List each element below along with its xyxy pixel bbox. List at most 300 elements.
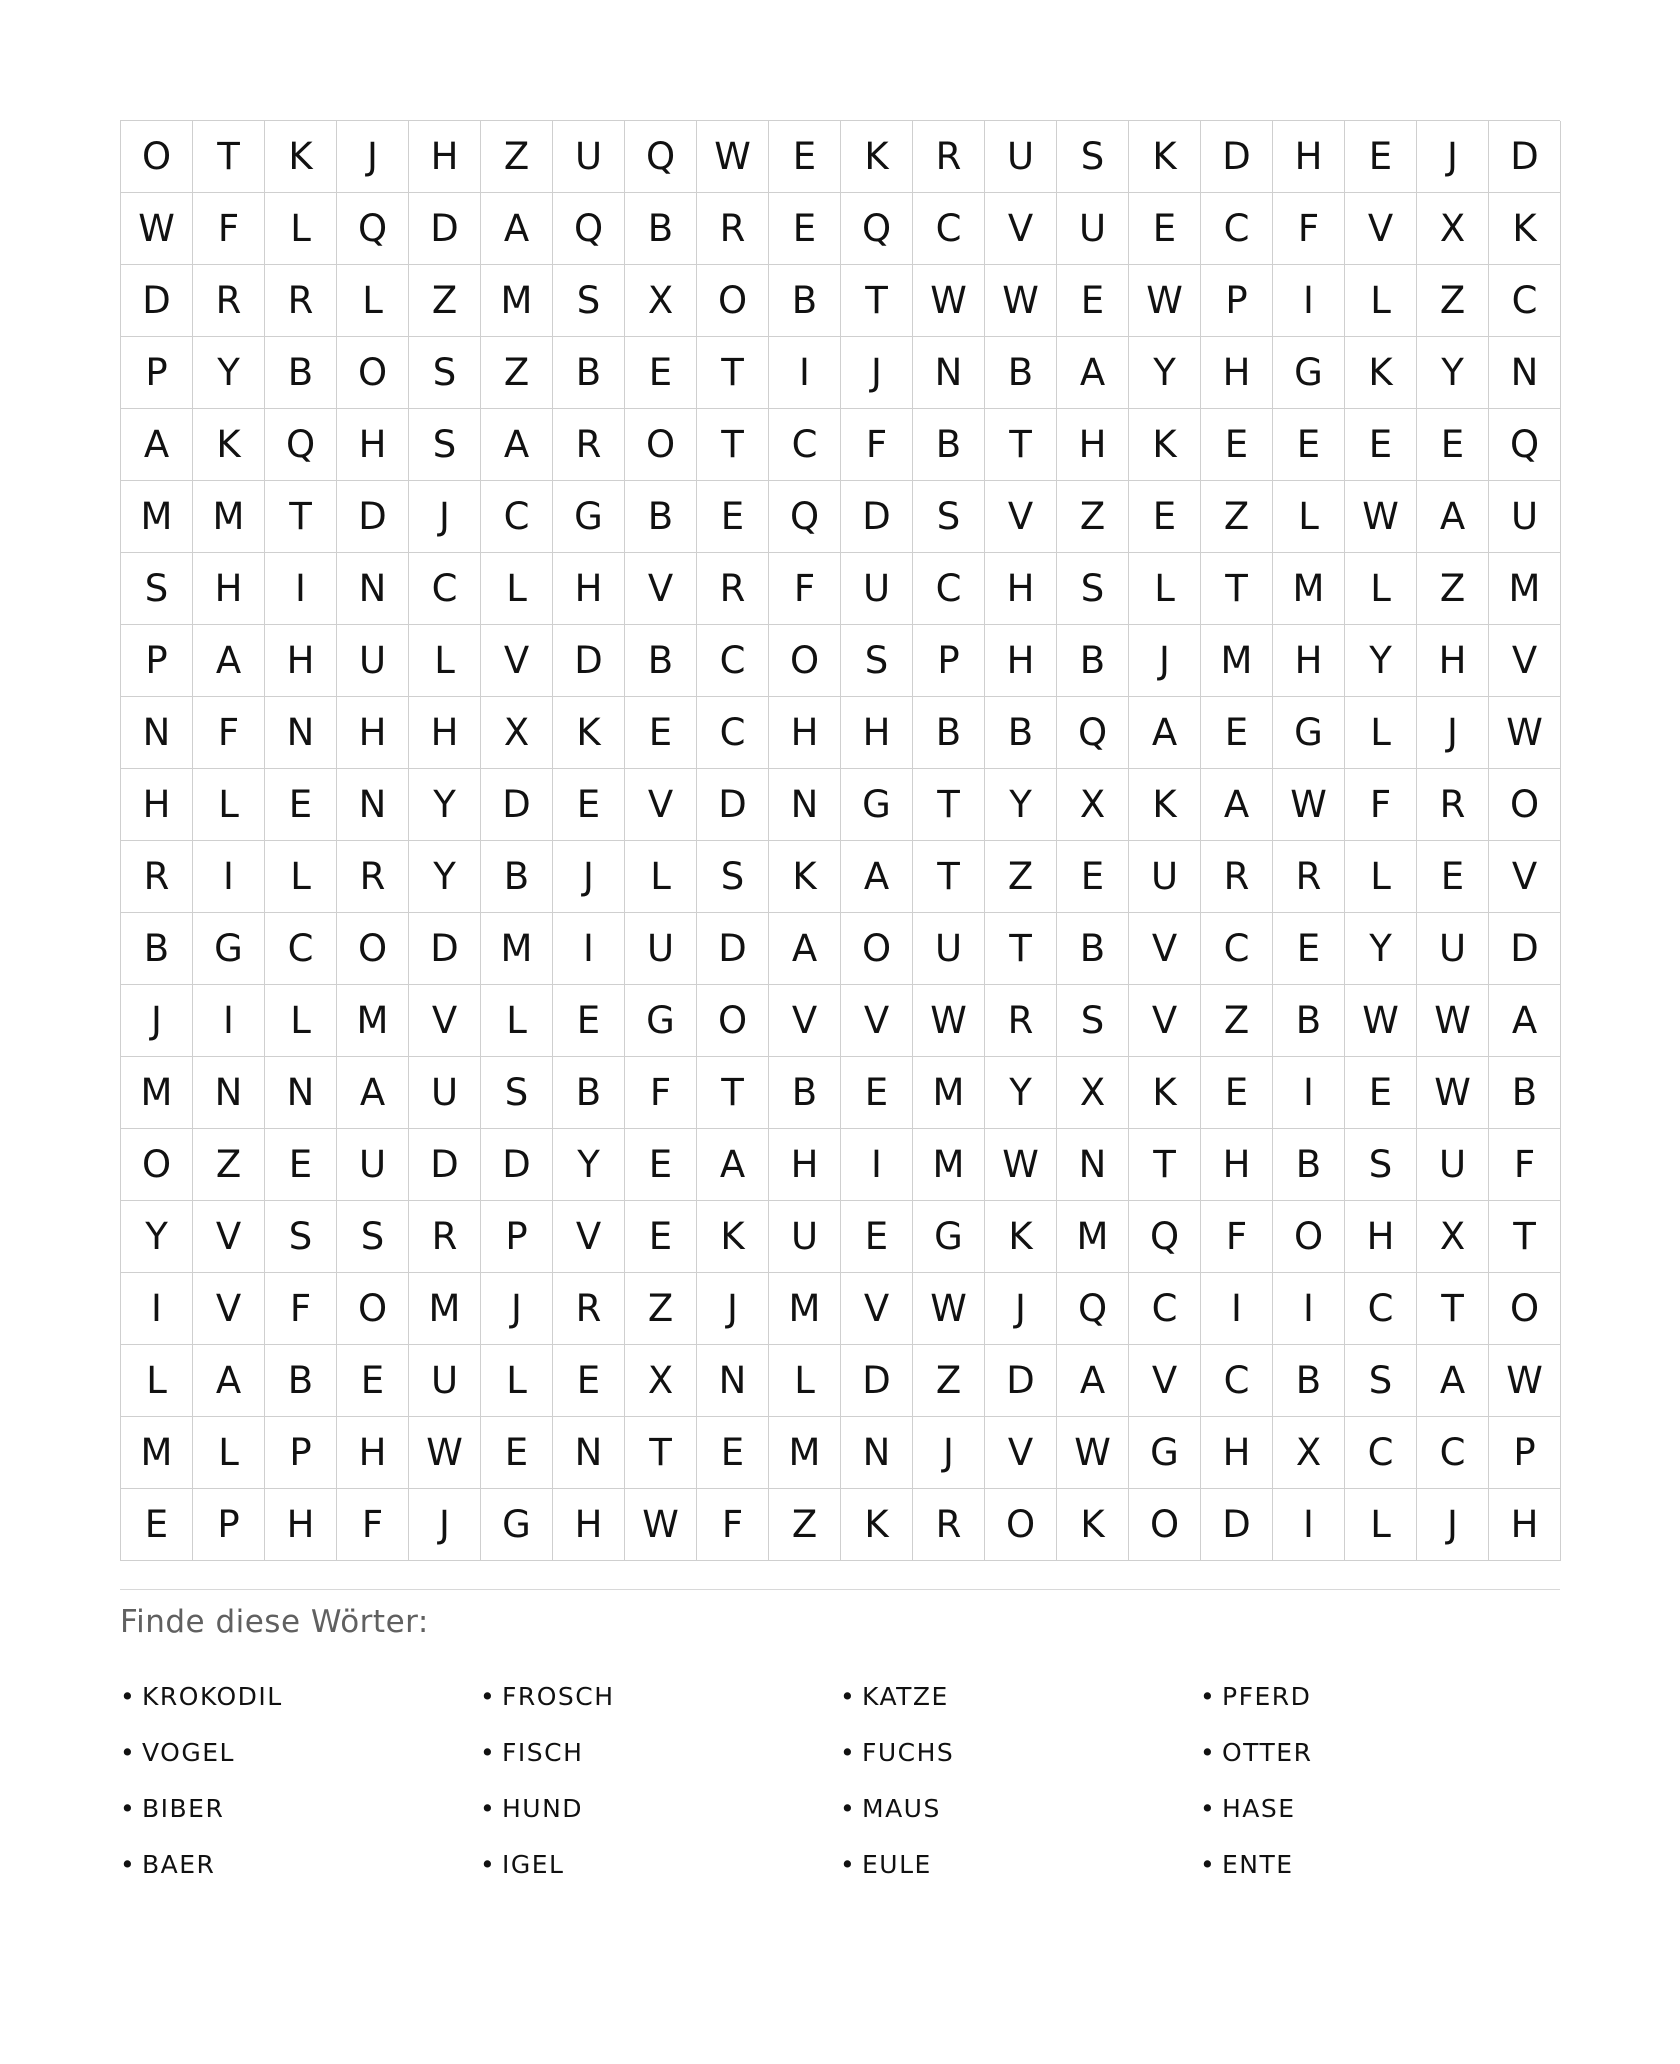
grid-cell[interactable]: A: [1417, 1345, 1489, 1417]
grid-cell[interactable]: I: [265, 553, 337, 625]
grid-cell[interactable]: U: [1129, 841, 1201, 913]
grid-cell[interactable]: R: [1417, 769, 1489, 841]
grid-cell[interactable]: T: [625, 1417, 697, 1489]
grid-cell[interactable]: E: [769, 121, 841, 193]
grid-cell[interactable]: S: [1345, 1129, 1417, 1201]
grid-cell[interactable]: D: [1201, 1489, 1273, 1561]
grid-cell[interactable]: N: [841, 1417, 913, 1489]
grid-cell[interactable]: D: [481, 1129, 553, 1201]
grid-cell[interactable]: C: [1129, 1273, 1201, 1345]
grid-cell[interactable]: U: [337, 1129, 409, 1201]
grid-cell[interactable]: B: [265, 337, 337, 409]
grid-cell[interactable]: L: [193, 1417, 265, 1489]
grid-cell[interactable]: X: [1273, 1417, 1345, 1489]
grid-cell[interactable]: E: [1345, 1057, 1417, 1129]
grid-cell[interactable]: Q: [1057, 697, 1129, 769]
grid-cell[interactable]: B: [625, 193, 697, 265]
grid-cell[interactable]: V: [1129, 913, 1201, 985]
grid-cell[interactable]: E: [1417, 409, 1489, 481]
grid-cell[interactable]: H: [1201, 1129, 1273, 1201]
grid-cell[interactable]: S: [265, 1201, 337, 1273]
grid-cell[interactable]: K: [1345, 337, 1417, 409]
grid-cell[interactable]: D: [409, 193, 481, 265]
grid-cell[interactable]: R: [265, 265, 337, 337]
grid-cell[interactable]: A: [337, 1057, 409, 1129]
grid-cell[interactable]: J: [337, 121, 409, 193]
grid-cell[interactable]: H: [985, 625, 1057, 697]
grid-cell[interactable]: N: [265, 697, 337, 769]
grid-cell[interactable]: H: [769, 697, 841, 769]
grid-cell[interactable]: Y: [985, 769, 1057, 841]
grid-cell[interactable]: W: [1417, 1057, 1489, 1129]
grid-cell[interactable]: L: [1345, 553, 1417, 625]
grid-cell[interactable]: W: [1057, 1417, 1129, 1489]
grid-cell[interactable]: H: [121, 769, 193, 841]
grid-cell[interactable]: O: [625, 409, 697, 481]
grid-cell[interactable]: X: [625, 265, 697, 337]
grid-cell[interactable]: A: [1129, 697, 1201, 769]
grid-cell[interactable]: B: [1273, 1129, 1345, 1201]
grid-cell[interactable]: V: [769, 985, 841, 1057]
grid-cell[interactable]: R: [985, 985, 1057, 1057]
grid-cell[interactable]: L: [481, 985, 553, 1057]
grid-cell[interactable]: A: [841, 841, 913, 913]
grid-cell[interactable]: X: [625, 1345, 697, 1417]
grid-cell[interactable]: W: [913, 1273, 985, 1345]
grid-cell[interactable]: A: [481, 409, 553, 481]
grid-cell[interactable]: G: [1273, 337, 1345, 409]
grid-cell[interactable]: T: [697, 1057, 769, 1129]
grid-cell[interactable]: J: [553, 841, 625, 913]
grid-cell[interactable]: L: [337, 265, 409, 337]
grid-cell[interactable]: R: [913, 121, 985, 193]
grid-cell[interactable]: Z: [769, 1489, 841, 1561]
grid-cell[interactable]: E: [1129, 481, 1201, 553]
grid-cell[interactable]: W: [1345, 985, 1417, 1057]
grid-cell[interactable]: A: [121, 409, 193, 481]
grid-cell[interactable]: E: [625, 337, 697, 409]
grid-cell[interactable]: Q: [625, 121, 697, 193]
grid-cell[interactable]: Z: [1417, 265, 1489, 337]
grid-cell[interactable]: Y: [1417, 337, 1489, 409]
grid-cell[interactable]: L: [1129, 553, 1201, 625]
grid-cell[interactable]: K: [769, 841, 841, 913]
grid-cell[interactable]: U: [409, 1057, 481, 1129]
letter-grid[interactable]: [120, 120, 1560, 1561]
grid-cell[interactable]: N: [553, 1417, 625, 1489]
grid-cell[interactable]: Y: [985, 1057, 1057, 1129]
grid-cell[interactable]: V: [985, 481, 1057, 553]
grid-cell[interactable]: X: [1417, 193, 1489, 265]
grid-cell[interactable]: D: [409, 1129, 481, 1201]
grid-cell[interactable]: Q: [337, 193, 409, 265]
grid-cell[interactable]: U: [553, 121, 625, 193]
grid-cell[interactable]: W: [409, 1417, 481, 1489]
grid-cell[interactable]: H: [1345, 1201, 1417, 1273]
grid-cell[interactable]: U: [913, 913, 985, 985]
grid-cell[interactable]: J: [1417, 1489, 1489, 1561]
grid-cell[interactable]: V: [193, 1201, 265, 1273]
grid-cell[interactable]: O: [337, 913, 409, 985]
grid-cell[interactable]: R: [913, 1489, 985, 1561]
grid-cell[interactable]: M: [121, 481, 193, 553]
grid-cell[interactable]: T: [985, 913, 1057, 985]
grid-cell[interactable]: M: [1489, 553, 1561, 625]
grid-cell[interactable]: T: [841, 265, 913, 337]
grid-cell[interactable]: R: [409, 1201, 481, 1273]
grid-cell[interactable]: G: [481, 1489, 553, 1561]
grid-cell[interactable]: J: [481, 1273, 553, 1345]
grid-cell[interactable]: V: [1129, 1345, 1201, 1417]
grid-cell[interactable]: T: [1417, 1273, 1489, 1345]
grid-cell[interactable]: H: [337, 697, 409, 769]
grid-cell[interactable]: F: [1201, 1201, 1273, 1273]
grid-cell[interactable]: H: [1489, 1489, 1561, 1561]
grid-cell[interactable]: G: [1129, 1417, 1201, 1489]
grid-cell[interactable]: E: [1273, 913, 1345, 985]
grid-cell[interactable]: D: [985, 1345, 1057, 1417]
grid-cell[interactable]: H: [1273, 121, 1345, 193]
grid-cell[interactable]: M: [1057, 1201, 1129, 1273]
grid-cell[interactable]: T: [1201, 553, 1273, 625]
grid-cell[interactable]: O: [1489, 1273, 1561, 1345]
grid-cell[interactable]: L: [769, 1345, 841, 1417]
grid-cell[interactable]: U: [409, 1345, 481, 1417]
grid-cell[interactable]: S: [1057, 985, 1129, 1057]
grid-cell[interactable]: C: [1345, 1273, 1417, 1345]
grid-cell[interactable]: E: [553, 1345, 625, 1417]
grid-cell[interactable]: U: [1417, 913, 1489, 985]
grid-cell[interactable]: K: [1489, 193, 1561, 265]
grid-cell[interactable]: T: [1489, 1201, 1561, 1273]
grid-cell[interactable]: E: [265, 1129, 337, 1201]
grid-cell[interactable]: K: [697, 1201, 769, 1273]
grid-cell[interactable]: Y: [553, 1129, 625, 1201]
grid-cell[interactable]: J: [841, 337, 913, 409]
grid-cell[interactable]: K: [1129, 1057, 1201, 1129]
grid-cell[interactable]: F: [193, 697, 265, 769]
grid-cell[interactable]: F: [265, 1273, 337, 1345]
grid-cell[interactable]: X: [1417, 1201, 1489, 1273]
grid-cell[interactable]: H: [1057, 409, 1129, 481]
grid-cell[interactable]: V: [1489, 841, 1561, 913]
grid-cell[interactable]: R: [553, 409, 625, 481]
grid-cell[interactable]: F: [769, 553, 841, 625]
grid-cell[interactable]: U: [1489, 481, 1561, 553]
grid-cell[interactable]: K: [193, 409, 265, 481]
grid-cell[interactable]: J: [985, 1273, 1057, 1345]
grid-cell[interactable]: N: [697, 1345, 769, 1417]
grid-cell[interactable]: M: [913, 1057, 985, 1129]
grid-cell[interactable]: J: [121, 985, 193, 1057]
grid-cell[interactable]: A: [481, 193, 553, 265]
grid-cell[interactable]: B: [265, 1345, 337, 1417]
grid-cell[interactable]: T: [1129, 1129, 1201, 1201]
grid-cell[interactable]: G: [1273, 697, 1345, 769]
grid-cell[interactable]: V: [1489, 625, 1561, 697]
grid-cell[interactable]: Z: [1417, 553, 1489, 625]
grid-cell[interactable]: E: [1345, 121, 1417, 193]
grid-cell[interactable]: V: [841, 985, 913, 1057]
grid-cell[interactable]: B: [121, 913, 193, 985]
grid-cell[interactable]: S: [1345, 1345, 1417, 1417]
grid-cell[interactable]: R: [1273, 841, 1345, 913]
grid-cell[interactable]: B: [553, 337, 625, 409]
grid-cell[interactable]: U: [1417, 1129, 1489, 1201]
grid-cell[interactable]: A: [1057, 337, 1129, 409]
grid-cell[interactable]: I: [769, 337, 841, 409]
grid-cell[interactable]: E: [1057, 841, 1129, 913]
grid-cell[interactable]: Y: [409, 769, 481, 841]
grid-cell[interactable]: L: [1345, 265, 1417, 337]
grid-cell[interactable]: E: [337, 1345, 409, 1417]
grid-cell[interactable]: H: [841, 697, 913, 769]
grid-cell[interactable]: B: [913, 697, 985, 769]
grid-cell[interactable]: E: [553, 985, 625, 1057]
grid-cell[interactable]: B: [913, 409, 985, 481]
grid-cell[interactable]: D: [841, 1345, 913, 1417]
grid-cell[interactable]: Q: [769, 481, 841, 553]
grid-cell[interactable]: C: [409, 553, 481, 625]
grid-cell[interactable]: J: [1417, 121, 1489, 193]
grid-cell[interactable]: L: [481, 553, 553, 625]
grid-cell[interactable]: Z: [481, 337, 553, 409]
grid-cell[interactable]: N: [1057, 1129, 1129, 1201]
grid-cell[interactable]: B: [625, 625, 697, 697]
grid-cell[interactable]: E: [1201, 697, 1273, 769]
grid-cell[interactable]: I: [193, 985, 265, 1057]
grid-cell[interactable]: E: [1057, 265, 1129, 337]
grid-cell[interactable]: J: [409, 1489, 481, 1561]
grid-cell[interactable]: A: [193, 1345, 265, 1417]
grid-cell[interactable]: C: [1201, 913, 1273, 985]
grid-cell[interactable]: C: [1201, 1345, 1273, 1417]
grid-cell[interactable]: H: [769, 1129, 841, 1201]
grid-cell[interactable]: E: [1417, 841, 1489, 913]
grid-cell[interactable]: L: [409, 625, 481, 697]
grid-cell[interactable]: Y: [1345, 913, 1417, 985]
grid-cell[interactable]: S: [409, 337, 481, 409]
grid-cell[interactable]: C: [1345, 1417, 1417, 1489]
grid-cell[interactable]: H: [1417, 625, 1489, 697]
grid-cell[interactable]: Q: [841, 193, 913, 265]
grid-cell[interactable]: L: [625, 841, 697, 913]
grid-cell[interactable]: C: [697, 697, 769, 769]
grid-cell[interactable]: J: [913, 1417, 985, 1489]
grid-cell[interactable]: H: [265, 1489, 337, 1561]
grid-cell[interactable]: S: [1057, 121, 1129, 193]
grid-cell[interactable]: H: [1201, 337, 1273, 409]
grid-cell[interactable]: I: [193, 841, 265, 913]
grid-cell[interactable]: L: [1345, 841, 1417, 913]
grid-cell[interactable]: E: [841, 1201, 913, 1273]
grid-cell[interactable]: H: [265, 625, 337, 697]
grid-cell[interactable]: N: [337, 553, 409, 625]
grid-cell[interactable]: S: [553, 265, 625, 337]
grid-cell[interactable]: Y: [121, 1201, 193, 1273]
grid-cell[interactable]: I: [1201, 1273, 1273, 1345]
grid-cell[interactable]: D: [697, 913, 769, 985]
grid-cell[interactable]: L: [1345, 697, 1417, 769]
grid-cell[interactable]: S: [841, 625, 913, 697]
grid-cell[interactable]: H: [553, 553, 625, 625]
grid-cell[interactable]: E: [769, 193, 841, 265]
grid-cell[interactable]: G: [193, 913, 265, 985]
grid-cell[interactable]: E: [1201, 409, 1273, 481]
grid-cell[interactable]: Y: [1345, 625, 1417, 697]
grid-cell[interactable]: E: [1345, 409, 1417, 481]
grid-cell[interactable]: D: [553, 625, 625, 697]
grid-cell[interactable]: E: [697, 1417, 769, 1489]
grid-cell[interactable]: Z: [409, 265, 481, 337]
grid-cell[interactable]: A: [1201, 769, 1273, 841]
grid-cell[interactable]: N: [337, 769, 409, 841]
grid-cell[interactable]: Q: [265, 409, 337, 481]
grid-cell[interactable]: B: [985, 337, 1057, 409]
grid-cell[interactable]: Y: [1129, 337, 1201, 409]
grid-cell[interactable]: V: [481, 625, 553, 697]
grid-cell[interactable]: R: [337, 841, 409, 913]
grid-cell[interactable]: M: [481, 265, 553, 337]
grid-cell[interactable]: A: [769, 913, 841, 985]
grid-cell[interactable]: W: [1273, 769, 1345, 841]
grid-cell[interactable]: Q: [1489, 409, 1561, 481]
grid-cell[interactable]: L: [1273, 481, 1345, 553]
grid-cell[interactable]: B: [625, 481, 697, 553]
grid-cell[interactable]: H: [1201, 1417, 1273, 1489]
grid-cell[interactable]: K: [1129, 769, 1201, 841]
grid-cell[interactable]: G: [625, 985, 697, 1057]
grid-cell[interactable]: M: [1201, 625, 1273, 697]
grid-cell[interactable]: Y: [409, 841, 481, 913]
grid-cell[interactable]: I: [1273, 1489, 1345, 1561]
grid-cell[interactable]: M: [121, 1417, 193, 1489]
grid-cell[interactable]: W: [913, 265, 985, 337]
grid-cell[interactable]: O: [841, 913, 913, 985]
grid-cell[interactable]: O: [337, 1273, 409, 1345]
grid-cell[interactable]: X: [1057, 769, 1129, 841]
grid-cell[interactable]: V: [841, 1273, 913, 1345]
grid-cell[interactable]: K: [1057, 1489, 1129, 1561]
grid-cell[interactable]: N: [769, 769, 841, 841]
grid-cell[interactable]: N: [1489, 337, 1561, 409]
grid-cell[interactable]: E: [553, 769, 625, 841]
grid-cell[interactable]: M: [193, 481, 265, 553]
grid-cell[interactable]: O: [697, 985, 769, 1057]
grid-cell[interactable]: T: [265, 481, 337, 553]
grid-cell[interactable]: C: [769, 409, 841, 481]
grid-cell[interactable]: J: [409, 481, 481, 553]
grid-cell[interactable]: V: [409, 985, 481, 1057]
grid-cell[interactable]: E: [121, 1489, 193, 1561]
grid-cell[interactable]: B: [1057, 913, 1129, 985]
grid-cell[interactable]: K: [553, 697, 625, 769]
grid-cell[interactable]: C: [1489, 265, 1561, 337]
grid-cell[interactable]: Q: [553, 193, 625, 265]
grid-cell[interactable]: P: [481, 1201, 553, 1273]
grid-cell[interactable]: E: [1129, 193, 1201, 265]
grid-cell[interactable]: S: [913, 481, 985, 553]
grid-cell[interactable]: M: [769, 1273, 841, 1345]
grid-cell[interactable]: K: [985, 1201, 1057, 1273]
grid-cell[interactable]: Q: [1057, 1273, 1129, 1345]
grid-cell[interactable]: N: [193, 1057, 265, 1129]
grid-cell[interactable]: K: [1129, 409, 1201, 481]
grid-cell[interactable]: T: [193, 121, 265, 193]
grid-cell[interactable]: S: [121, 553, 193, 625]
grid-cell[interactable]: T: [697, 409, 769, 481]
grid-cell[interactable]: H: [337, 1417, 409, 1489]
grid-cell[interactable]: T: [985, 409, 1057, 481]
grid-cell[interactable]: H: [409, 697, 481, 769]
grid-cell[interactable]: O: [337, 337, 409, 409]
grid-cell[interactable]: G: [841, 769, 913, 841]
grid-cell[interactable]: M: [121, 1057, 193, 1129]
grid-cell[interactable]: L: [265, 985, 337, 1057]
grid-cell[interactable]: T: [913, 769, 985, 841]
grid-cell[interactable]: P: [193, 1489, 265, 1561]
grid-cell[interactable]: M: [337, 985, 409, 1057]
grid-cell[interactable]: C: [1201, 193, 1273, 265]
grid-cell[interactable]: O: [697, 265, 769, 337]
grid-cell[interactable]: T: [697, 337, 769, 409]
grid-cell[interactable]: B: [1489, 1057, 1561, 1129]
grid-cell[interactable]: D: [1489, 913, 1561, 985]
grid-cell[interactable]: N: [121, 697, 193, 769]
grid-cell[interactable]: I: [1273, 265, 1345, 337]
grid-cell[interactable]: D: [121, 265, 193, 337]
grid-cell[interactable]: D: [1489, 121, 1561, 193]
grid-cell[interactable]: B: [1273, 985, 1345, 1057]
grid-cell[interactable]: V: [625, 769, 697, 841]
grid-cell[interactable]: X: [481, 697, 553, 769]
grid-cell[interactable]: W: [913, 985, 985, 1057]
grid-cell[interactable]: V: [553, 1201, 625, 1273]
grid-cell[interactable]: S: [697, 841, 769, 913]
grid-cell[interactable]: E: [481, 1417, 553, 1489]
grid-cell[interactable]: O: [1129, 1489, 1201, 1561]
grid-cell[interactable]: F: [697, 1489, 769, 1561]
grid-cell[interactable]: E: [265, 769, 337, 841]
grid-cell[interactable]: I: [121, 1273, 193, 1345]
grid-cell[interactable]: C: [913, 553, 985, 625]
grid-cell[interactable]: T: [913, 841, 985, 913]
grid-cell[interactable]: P: [1201, 265, 1273, 337]
grid-cell[interactable]: W: [1489, 1345, 1561, 1417]
grid-cell[interactable]: H: [1273, 625, 1345, 697]
grid-cell[interactable]: W: [1129, 265, 1201, 337]
grid-cell[interactable]: V: [985, 193, 1057, 265]
grid-cell[interactable]: V: [1129, 985, 1201, 1057]
grid-cell[interactable]: B: [985, 697, 1057, 769]
grid-cell[interactable]: E: [625, 697, 697, 769]
grid-cell[interactable]: O: [769, 625, 841, 697]
grid-cell[interactable]: N: [913, 337, 985, 409]
grid-cell[interactable]: D: [841, 481, 913, 553]
grid-cell[interactable]: W: [121, 193, 193, 265]
grid-cell[interactable]: Q: [1129, 1201, 1201, 1273]
grid-cell[interactable]: F: [1273, 193, 1345, 265]
grid-cell[interactable]: G: [553, 481, 625, 553]
grid-cell[interactable]: I: [841, 1129, 913, 1201]
grid-cell[interactable]: D: [337, 481, 409, 553]
grid-cell[interactable]: P: [121, 625, 193, 697]
grid-cell[interactable]: D: [1201, 121, 1273, 193]
grid-cell[interactable]: W: [625, 1489, 697, 1561]
grid-cell[interactable]: A: [193, 625, 265, 697]
grid-cell[interactable]: S: [409, 409, 481, 481]
grid-cell[interactable]: W: [697, 121, 769, 193]
